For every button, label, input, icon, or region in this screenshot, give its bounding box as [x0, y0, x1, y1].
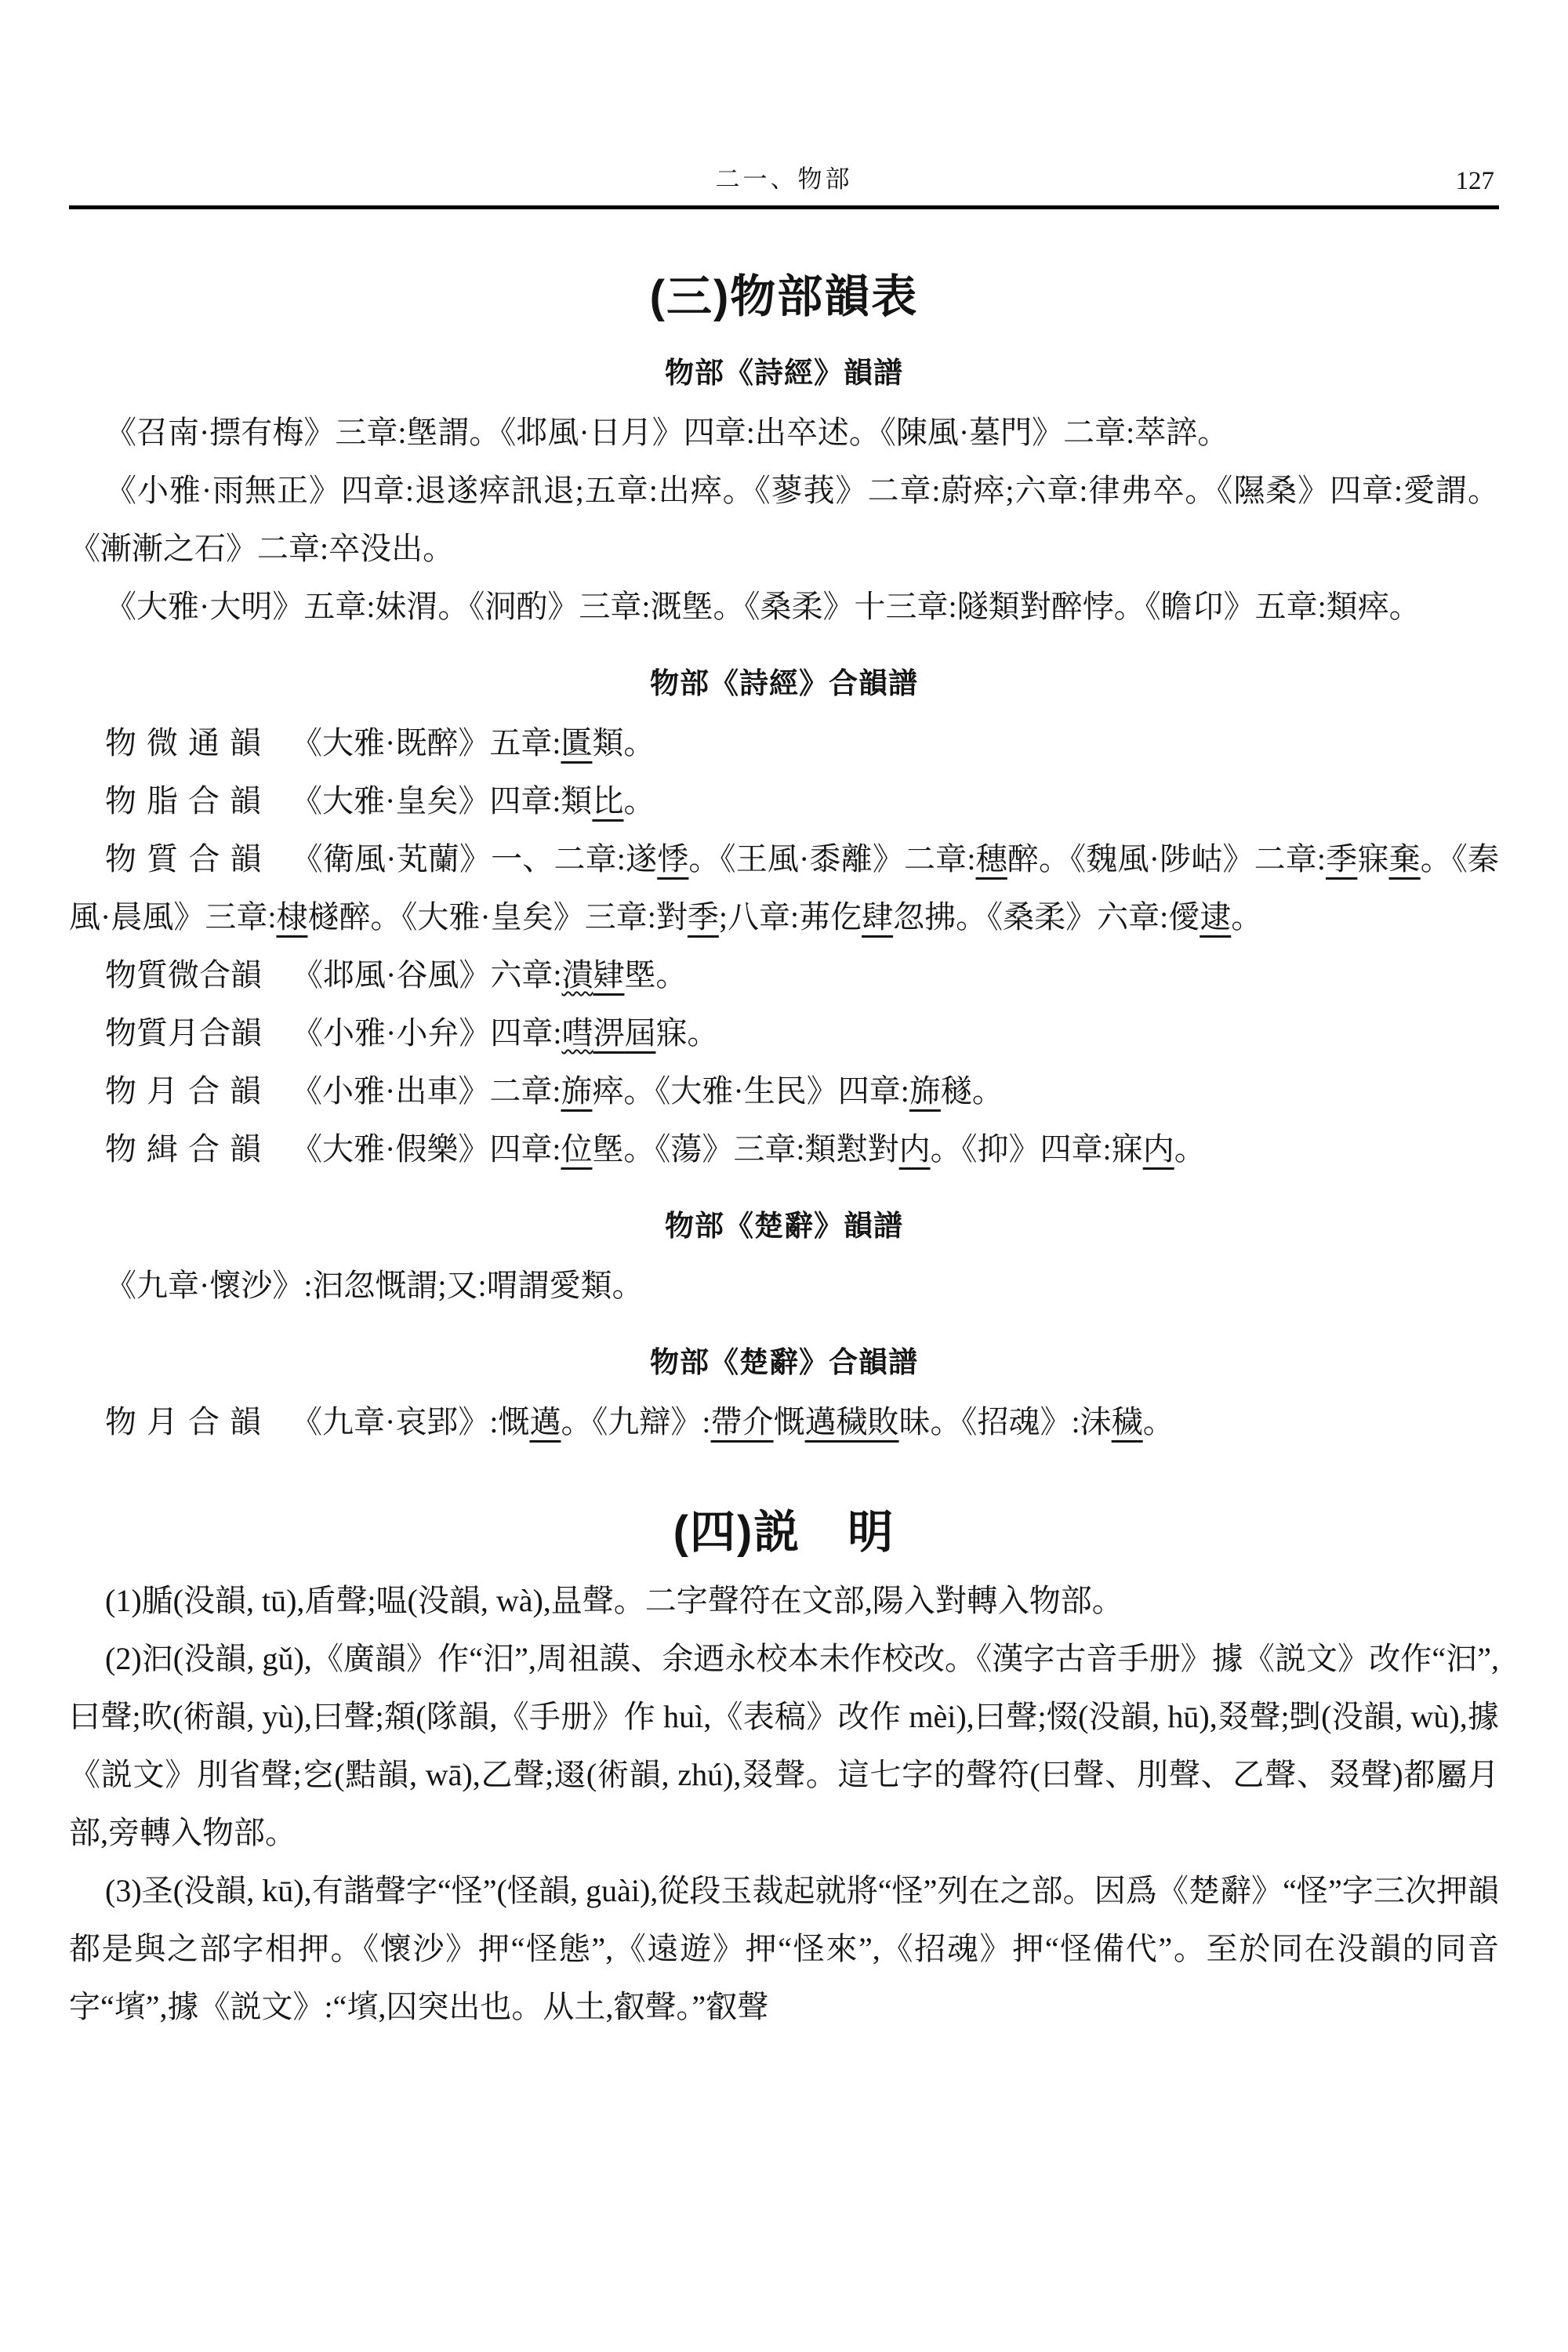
- rhyme-contact-entry: [69, 946, 1499, 1004]
- page-body: [69, 260, 1499, 2036]
- rhyme-word-marked: 位: [561, 1131, 593, 1167]
- rhyme-word-marked: 内: [898, 1131, 931, 1167]
- text-run: 寐: [1357, 841, 1389, 877]
- rhyme-word-marked: 潰: [561, 957, 593, 993]
- paragraph: [69, 1572, 1499, 1630]
- rhyme-word-marked: 内: [1142, 1131, 1174, 1167]
- rhyme-word-marked: 邁穢敗: [804, 1404, 899, 1439]
- entry-label: 物微通韻: [105, 725, 271, 760]
- text-run: 。《王風·黍離》二章:: [688, 841, 976, 877]
- rhyme-contact-entry: [69, 1393, 1499, 1451]
- paragraph: [69, 404, 1499, 462]
- entry-label: 物緝合韻: [105, 1131, 271, 1167]
- text-run: 《衛風·芄蘭》一、二章:遂: [291, 841, 658, 877]
- section-title: (四)説 明: [673, 1507, 895, 1558]
- header-rule: [69, 205, 1499, 209]
- entry-label: 物月合韻: [105, 1404, 271, 1439]
- rhyme-word-marked: 逮: [1200, 899, 1232, 935]
- rhyme-word-marked: 旆: [561, 1073, 593, 1109]
- rhyme-contact-entry: [69, 1120, 1499, 1178]
- paragraph: [69, 578, 1499, 636]
- text-run: 《小雅·雨無正》四章:退遂瘁訊退;五章:出瘁。《蓼莪》二章:蔚瘁;六章:律弗卒。《隰桑》四章:愛謂。《漸漸之石》二章:卒没出。: [69, 473, 1499, 566]
- entry-label: 物月合韻: [105, 1073, 271, 1109]
- text-run: 。《九辯》:: [561, 1404, 711, 1439]
- rhyme-contact-entry: [69, 714, 1499, 772]
- paragraph: [69, 1257, 1499, 1315]
- rhyme-word-marked: 嘒: [561, 1015, 593, 1051]
- text-run: 。: [1231, 899, 1263, 935]
- text-run: 寐。: [655, 1015, 719, 1051]
- rhyme-word-marked: 季: [1326, 841, 1358, 877]
- rhyme-word-marked: 肆: [862, 899, 894, 935]
- page-number: 127: [1455, 167, 1494, 195]
- rhyme-word-marked: 比: [592, 783, 624, 818]
- subsection-heading: 物部《詩經》合韻譜: [650, 667, 918, 699]
- text-run: 《九章·懷沙》:汩忽慨謂;又:喟謂愛類。: [105, 1268, 644, 1303]
- subsection-heading: 物部《楚辭》合韻譜: [650, 1346, 918, 1378]
- rhyme-word-marked: 棄: [1388, 841, 1421, 877]
- section-title: (三)物部韻表: [649, 271, 919, 322]
- entry-label: 物脂合韻: [105, 783, 271, 818]
- running-title: 二一、物部: [715, 165, 853, 193]
- text-run: 塈。: [624, 957, 688, 993]
- text-run: 檖醉。《大雅·皇矣》三章:對: [307, 899, 688, 935]
- text-run: 墍。《蕩》三章:類懟對: [592, 1131, 899, 1167]
- rhyme-word-marked: 悸: [657, 841, 689, 877]
- text-run: 慨: [773, 1404, 805, 1439]
- text-run: 瘁。《大雅·生民》四章:: [592, 1073, 909, 1109]
- entry-label: 物質月合韻: [105, 1015, 262, 1051]
- text-run: 《大雅·皇矣》四章:類: [291, 783, 593, 818]
- text-run: 《大雅·假樂》四章:: [291, 1131, 561, 1167]
- text-run: 。《秦風·晨風》三章:: [69, 841, 1500, 935]
- text-run: 忽拂。《桑柔》六章:僾: [893, 899, 1200, 935]
- text-run: 。: [1174, 1131, 1206, 1167]
- entry-label: 物質微合韻: [105, 957, 262, 993]
- rhyme-word-marked: 邁: [529, 1404, 561, 1439]
- text-run: 《小雅·出車》二章:: [291, 1073, 561, 1109]
- paragraph: [69, 1630, 1499, 1862]
- rhyme-word-marked: 匱: [561, 725, 593, 760]
- text-run: 類。: [592, 725, 655, 760]
- text-run: 《大雅·既醉》五章:: [291, 725, 561, 760]
- rhyme-word-marked: 棣: [276, 899, 308, 935]
- rhyme-word-marked: 淠: [593, 1015, 625, 1051]
- text-run: 《小雅·小弁》四章:: [292, 1015, 562, 1051]
- rhyme-word-marked: 季: [687, 899, 719, 935]
- text-run: (2)汩(没韻, gǔ),《廣韻》作“汨”,周祖謨、余迺永校本未作校改。《漢字古音手册》據《説文》改作“汩”,曰聲;欥(術韻, yù),曰聲;頮(隊韻,《手册》作 huì,《表稿》改作 mèi),曰聲;惙(没韻, hū),叕聲;㓸(没韻, wù),據《説文》刖省聲;穵(黠韻, wā),乙聲;逫(術韻, zhú),叕聲。這七字的聲符(曰聲、刖聲、乙聲、叕聲)都屬月部,旁轉入物部。: [69, 1641, 1499, 1850]
- page-header: [69, 0, 1499, 199]
- rhyme-contact-entry: [69, 830, 1499, 946]
- rhyme-word-marked: 帶介: [710, 1404, 774, 1439]
- rhyme-word-marked: 穢: [1111, 1404, 1143, 1439]
- subsection-heading: 物部《楚辭》韻譜: [665, 1210, 903, 1242]
- rhyme-word-marked: 屆: [624, 1015, 656, 1051]
- text-run: (3)圣(没韻, kū),有諧聲字“怪”(怪韻, guài),從段玉裁起就將“怪”列在之部。因爲《楚辭》“怪”字三次押韻都是與之部字相押。《懷沙》押“怪態”,《遠遊》押“怪來”,《招魂》押“怪備代”。至於同在没韻的同音字“𡒨”,據《説文》:“𡒨,囚突出也。从土,叡聲。”叡聲: [69, 1873, 1499, 2024]
- text-run: 《召南·摽有梅》三章:墍謂。《邶風·日月》四章:出卒述。《陳風·墓門》二章:萃誶。: [105, 415, 1229, 450]
- text-run: 。: [1142, 1404, 1174, 1439]
- rhyme-contact-entry: [69, 1062, 1499, 1120]
- rhyme-contact-entry: [69, 772, 1499, 830]
- text-run: 穟。: [940, 1073, 1004, 1109]
- rhyme-word-marked: 肄: [593, 957, 625, 993]
- text-run: 《邶風·谷風》六章:: [292, 957, 562, 993]
- paragraph: [69, 1862, 1499, 2036]
- rhyme-word-marked: 旆: [909, 1073, 941, 1109]
- rhyme-word-marked: 穗: [975, 841, 1007, 877]
- entry-label: 物質合韻: [105, 841, 272, 877]
- rhyme-contact-entry: [69, 1004, 1499, 1062]
- text-run: 昧。《招魂》:沬: [898, 1404, 1112, 1439]
- paragraph: [69, 462, 1499, 578]
- text-run: 《大雅·大明》五章:妹渭。《泂酌》三章:溉墍。《桑柔》十三章:隧類對醉悖。《瞻卬》五章:類瘁。: [105, 589, 1421, 624]
- text-run: 《九章·哀郢》:慨: [291, 1404, 530, 1439]
- text-run: 。: [623, 783, 655, 818]
- text-run: 醉。《魏風·陟岵》二章:: [1007, 841, 1327, 877]
- text-run: 。《抑》四章:寐: [930, 1131, 1143, 1167]
- subsection-heading: 物部《詩經》韻譜: [665, 357, 903, 389]
- text-run: ;八章:茀仡: [718, 899, 862, 935]
- text-run: (1)腯(没韻, tū),盾聲;嗢(没韻, wà),昷聲。二字聲符在文部,陽入對轉入物部。: [105, 1583, 1123, 1618]
